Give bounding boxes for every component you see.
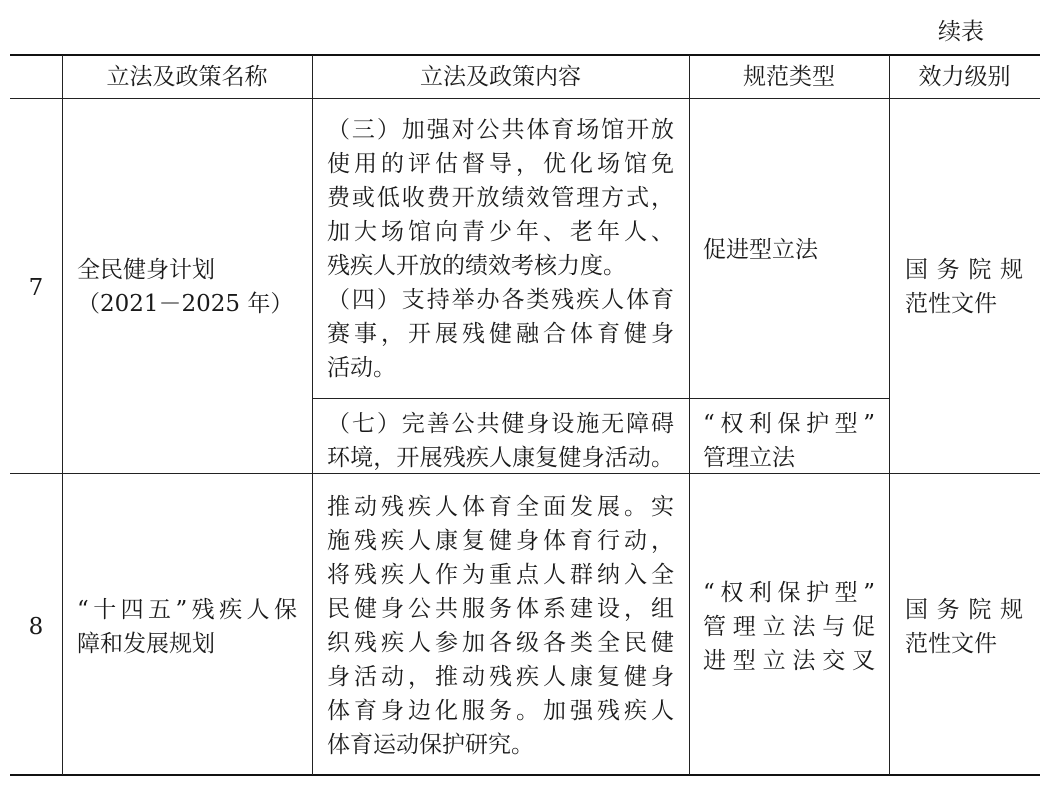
content-line: 施残疾人康复健身体育行动， bbox=[327, 528, 674, 554]
header-name: 立法及政策名称 bbox=[106, 64, 268, 90]
content-line: 使用的评估督导，优化场馆免 bbox=[327, 151, 674, 177]
type-line: 进型立法交叉 bbox=[703, 648, 875, 674]
row7-content-a bbox=[327, 113, 674, 385]
level-line: 范性文件 bbox=[905, 631, 997, 657]
content-line: 环境，开展残疾人康复健身活动。 bbox=[327, 445, 674, 471]
content-line: 体育运动保护研究。 bbox=[327, 732, 534, 758]
name-line: （2021－2025 年） bbox=[77, 291, 294, 317]
content-line: 推动残疾人体育全面发展。实 bbox=[327, 494, 674, 520]
row7-subrule bbox=[312, 398, 889, 399]
content-line: 体育身边化服务。加强残疾人 bbox=[327, 698, 674, 724]
row8-level bbox=[905, 593, 1023, 661]
col-rule bbox=[62, 55, 63, 775]
table-top-rule bbox=[10, 54, 1040, 56]
type-line: “权利保护型” bbox=[703, 580, 875, 606]
row8-name bbox=[77, 593, 297, 661]
type-line: 促进型立法 bbox=[703, 237, 818, 263]
type-line: “权利保护型” bbox=[703, 411, 875, 437]
header-level: 效力级别 bbox=[918, 64, 1011, 90]
row7-name bbox=[77, 253, 293, 321]
type-line: 管理立法 bbox=[703, 445, 795, 471]
level-line: 国务院规 bbox=[905, 597, 1023, 623]
content-line: 活动。 bbox=[327, 355, 396, 381]
level-line: 国务院规 bbox=[905, 257, 1023, 283]
table-bottom-rule bbox=[10, 774, 1040, 776]
level-line: 范性文件 bbox=[905, 291, 997, 317]
header-no bbox=[10, 60, 62, 94]
name-line: 障和发展规划 bbox=[77, 631, 215, 657]
content-line: 身活动，推动残疾人康复健身 bbox=[327, 664, 674, 690]
content-line: （四）支持举办各类残疾人体育 bbox=[327, 287, 674, 313]
row7-type-b bbox=[703, 407, 875, 475]
header-rule bbox=[10, 98, 1040, 99]
caption: 续表 bbox=[938, 19, 984, 45]
row8-content bbox=[327, 490, 674, 762]
content-line: 织残疾人参加各级各类全民健 bbox=[327, 630, 674, 656]
content-line: 将残疾人作为重点人群纳入全 bbox=[327, 562, 674, 588]
content-line: 加大场馆向青少年、老年人、 bbox=[327, 219, 674, 245]
row8-no: 8 bbox=[28, 614, 44, 640]
content-line: 费或低收费开放绩效管理方式， bbox=[327, 185, 674, 211]
content-line: （三）加强对公共体育场馆开放 bbox=[327, 117, 674, 143]
row7-content-b bbox=[327, 407, 674, 475]
col-rule bbox=[689, 55, 690, 775]
header-content: 立法及政策内容 bbox=[420, 64, 581, 90]
row7-level bbox=[905, 253, 1023, 321]
row7-type-a bbox=[703, 233, 818, 267]
content-line: 残疾人开放的绩效考核力度。 bbox=[327, 253, 626, 279]
header-type: 规范类型 bbox=[743, 64, 835, 90]
col-rule bbox=[312, 55, 313, 775]
type-line: 管理立法与促 bbox=[703, 614, 875, 640]
name-line: “十四五”残疾人保 bbox=[77, 597, 297, 623]
content-line: 赛事，开展残健融合体育健身 bbox=[327, 321, 674, 347]
content-line: （七）完善公共健身设施无障碍 bbox=[327, 411, 674, 437]
name-line: 全民健身计划 bbox=[77, 257, 215, 283]
col-rule bbox=[889, 55, 890, 775]
row7-no: 7 bbox=[28, 275, 44, 301]
row8-type bbox=[703, 576, 875, 678]
content-line: 民健身公共服务体系建设，组 bbox=[327, 596, 674, 622]
